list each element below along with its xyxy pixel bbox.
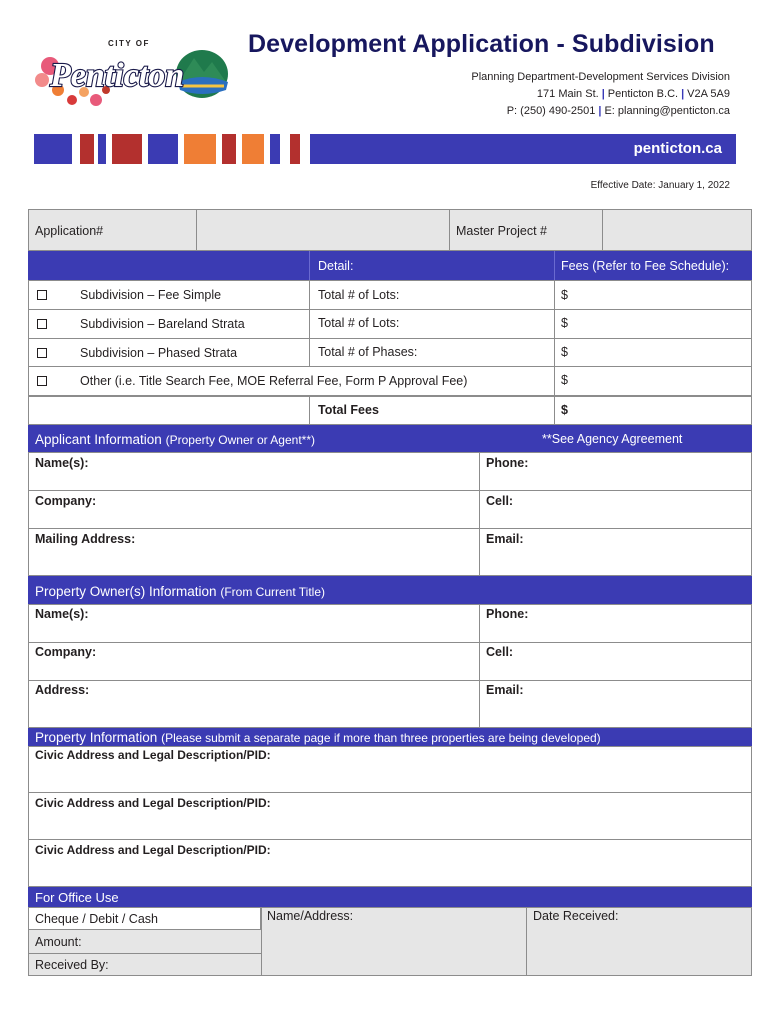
civic-address-field-3[interactable]: Civic Address and Legal Description/PID: xyxy=(35,843,271,857)
fees-header: Fees (Refer to Fee Schedule): xyxy=(561,259,730,273)
phone-email-line: P: (250) 490-2501 | E: planning@penticton.ca xyxy=(506,105,730,117)
logo-wordmark: Penticton xyxy=(50,57,185,94)
stripe xyxy=(242,134,264,164)
department: Planning Department-Development Services Division xyxy=(471,71,730,83)
detail-header: Detail: xyxy=(318,259,354,273)
received-by-field[interactable]: Received By: xyxy=(35,958,109,972)
email-address[interactable]: E: planning@penticton.ca xyxy=(604,105,730,117)
website-banner[interactable]: penticton.ca xyxy=(310,134,736,164)
owner-title: Property Owner(s) Information (From Current Title) xyxy=(35,584,326,599)
owner-company-field[interactable]: Company: xyxy=(35,645,97,659)
stripe xyxy=(98,134,106,164)
agency-note: **See Agency Agreement xyxy=(542,432,683,446)
total-fees-field[interactable]: $ xyxy=(561,403,568,417)
option-label: Subdivision – Fee Simple xyxy=(80,288,222,302)
property-subtitle: (Please submit a separate page if more than three properties are being developed) xyxy=(161,731,601,745)
name-address-field[interactable]: Name/Address: xyxy=(267,909,354,923)
applicant-title: Applicant Information (Property Owner or Agent**) xyxy=(35,432,315,447)
logo-city-of: CITY OF xyxy=(108,39,150,48)
applicant-phone-field[interactable]: Phone: xyxy=(486,456,529,470)
address-street: 171 Main St. xyxy=(536,88,599,100)
city-logo xyxy=(32,28,232,110)
property-table xyxy=(28,746,752,887)
stripe xyxy=(290,134,300,164)
bareland-strata-checkbox[interactable] xyxy=(37,319,47,329)
fee-field[interactable]: $ xyxy=(561,288,568,302)
detail-label: Total # of Lots: xyxy=(318,316,400,330)
phased-strata-checkbox[interactable] xyxy=(37,348,47,358)
detail-label: Total # of Lots: xyxy=(318,288,400,302)
office-header-bar xyxy=(28,887,752,907)
applicant-email-field[interactable]: Email: xyxy=(486,532,524,546)
master-project-label: Master Project # xyxy=(456,224,548,238)
fee-simple-checkbox[interactable] xyxy=(37,290,47,300)
page-title: Development Application - Subdivision xyxy=(248,30,715,58)
address-line: 171 Main St. | Penticton B.C. | V2A 5A9 xyxy=(536,88,730,100)
address-postal: V2A 5A9 xyxy=(687,88,730,100)
stripe xyxy=(112,134,142,164)
civic-address-field-1[interactable]: Civic Address and Legal Description/PID: xyxy=(35,748,271,762)
payment-method-field[interactable]: Cheque / Debit / Cash xyxy=(35,912,158,926)
total-fees-row xyxy=(28,396,752,425)
applicant-mailing-field[interactable]: Mailing Address: xyxy=(35,532,136,546)
option-label: Subdivision – Phased Strata xyxy=(80,346,238,360)
amount-field[interactable]: Amount: xyxy=(35,935,82,949)
fee-field[interactable]: $ xyxy=(561,373,568,387)
fee-field[interactable]: $ xyxy=(561,345,568,359)
applicant-table xyxy=(28,452,752,576)
owner-table xyxy=(28,604,752,728)
other-fee-checkbox[interactable] xyxy=(37,376,47,386)
owner-subtitle: (From Current Title) xyxy=(220,585,326,599)
owner-email-field[interactable]: Email: xyxy=(486,683,524,697)
stripe xyxy=(80,134,94,164)
property-title: Property Information (Please submit a separate page if more than three properties are being developed) xyxy=(35,730,601,745)
penticton-logo-icon xyxy=(32,28,232,110)
application-number-label: Application# xyxy=(35,224,104,238)
option-label: Other (i.e. Title Search Fee, MOE Referral Fee, Form P Approval Fee) xyxy=(80,374,468,388)
applicant-subtitle: (Property Owner or Agent**) xyxy=(165,433,315,447)
stripe xyxy=(270,134,280,164)
contact-block xyxy=(471,69,730,120)
master-project-field[interactable] xyxy=(602,209,752,251)
phone-number: P: (250) 490-2501 xyxy=(506,105,596,117)
office-title: For Office Use xyxy=(35,890,119,905)
applicant-names-field[interactable]: Name(s): xyxy=(35,456,89,470)
stripe xyxy=(148,134,178,164)
date-received-field[interactable]: Date Received: xyxy=(533,909,619,923)
stripe xyxy=(184,134,216,164)
option-label: Subdivision – Bareland Strata xyxy=(80,317,245,331)
owner-cell-field[interactable]: Cell: xyxy=(486,645,514,659)
total-fees-label: Total Fees xyxy=(318,403,379,417)
detail-label: Total # of Phases: xyxy=(318,345,418,359)
fee-field[interactable]: $ xyxy=(561,316,568,330)
stripe xyxy=(34,134,72,164)
civic-address-field-2[interactable]: Civic Address and Legal Description/PID: xyxy=(35,796,271,810)
applicant-company-field[interactable]: Company: xyxy=(35,494,97,508)
owner-address-field[interactable]: Address: xyxy=(35,683,90,697)
address-city: Penticton B.C. xyxy=(607,88,679,100)
owner-names-field[interactable]: Name(s): xyxy=(35,607,89,621)
application-number-field[interactable] xyxy=(196,209,450,251)
owner-phone-field[interactable]: Phone: xyxy=(486,607,529,621)
effective-date: Effective Date: January 1, 2022 xyxy=(590,180,730,191)
stripe xyxy=(222,134,236,164)
applicant-cell-field[interactable]: Cell: xyxy=(486,494,514,508)
